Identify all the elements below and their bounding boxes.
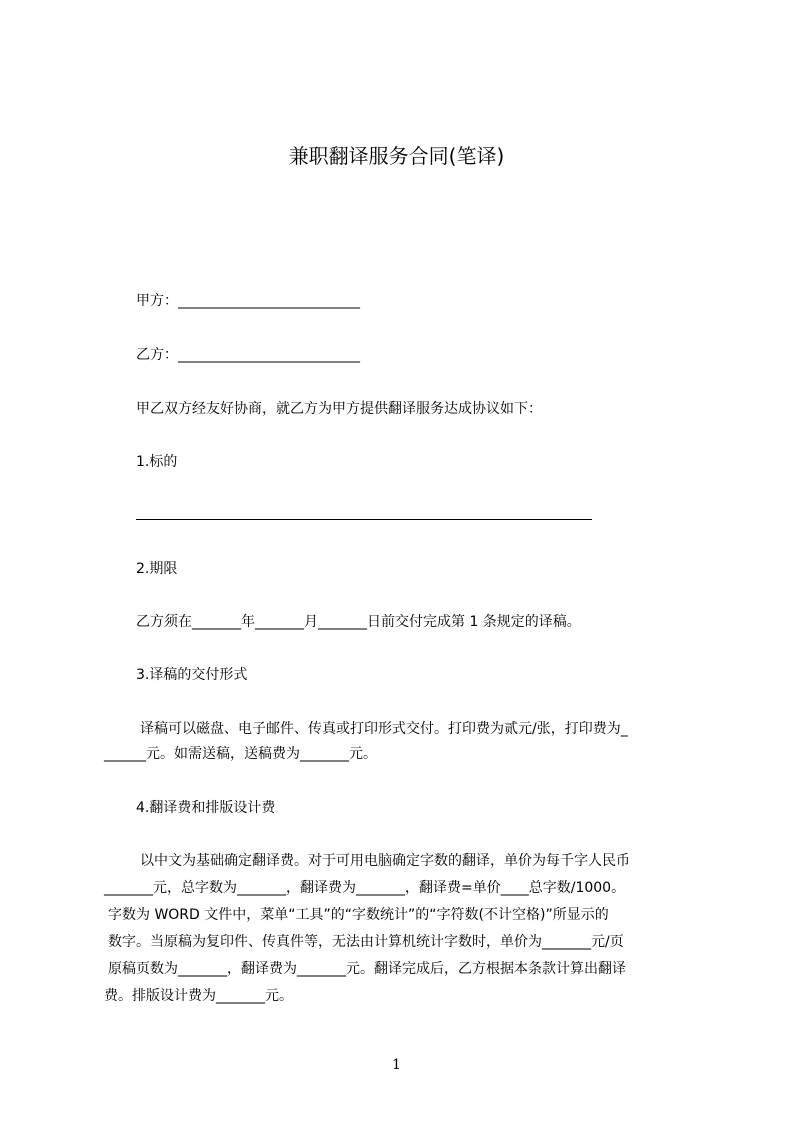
intro-paragraph: 甲乙双方经友好协商，就乙方为甲方提供翻译服务达成协议如下： <box>136 401 542 417</box>
section-4-line: 费。排版设计费为_______元。 <box>104 988 293 1004</box>
page-number: 1 <box>392 1057 401 1073</box>
section-3-line: ______元。如需送稿，送稿费为_______元。 <box>104 746 377 762</box>
section-2-text: 乙方须在_______年_______月_______日前交付完成第 1 条规定的译稿。 <box>136 614 581 630</box>
section-4-line: 原稿页数为_______，翻译费为_______元。翻译完成后，乙方根据本条款计算出翻译 <box>108 961 626 977</box>
section-4-heading: 4.翻译费和排版设计费 <box>136 800 276 816</box>
section-3-line: 译稿可以磁盘、电子邮件、传真或打印形式交付。打印费为贰元/张，打印费为_ <box>140 721 628 737</box>
party-a-field: 甲方：__________________________ <box>136 293 360 309</box>
party-b-field: 乙方：__________________________ <box>136 347 360 363</box>
section-1-blank-line <box>136 519 592 520</box>
section-4-line: _______元，总字数为_______，翻译费为_______，翻译费=单价____总字数/1000。 <box>104 880 626 896</box>
section-1-heading: 1.标的 <box>136 454 178 470</box>
section-4-line: 以中文为基础确定翻译费。对于可用电脑确定字数的翻译，单价为每千字人民币 <box>140 853 630 869</box>
section-4-line: 字数为 WORD 文件中，菜单“工具”的“字数统计”的“字符数(不计空格)”所显示的 <box>108 907 609 923</box>
section-4-line: 数字。当原稿为复印件、传真件等，无法由计算机统计字数时，单价为_______元/页 <box>108 934 624 950</box>
section-3-heading: 3.译稿的交付形式 <box>136 667 248 683</box>
document-title: 兼职翻译服务合同(笔译) <box>288 144 505 168</box>
section-2-heading: 2.期限 <box>136 561 178 577</box>
